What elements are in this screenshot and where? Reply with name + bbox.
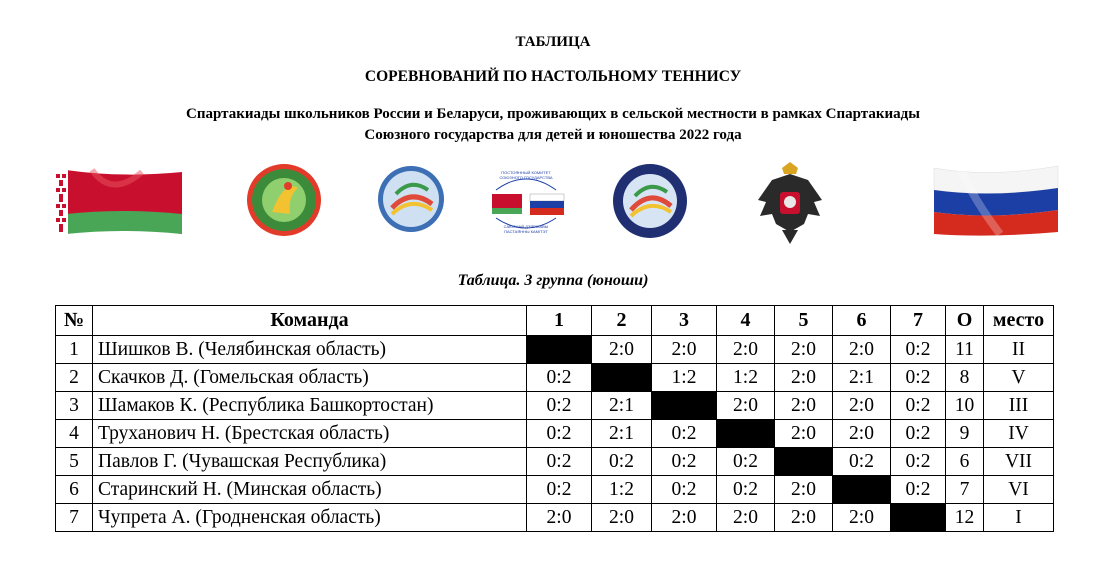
table-row xyxy=(56,476,1054,504)
self-match-blackout-cell xyxy=(775,448,833,476)
match-result-cell: 2:0 xyxy=(652,336,717,364)
row-number-cell: 2 xyxy=(56,364,93,392)
row-number-cell: 3 xyxy=(56,392,93,420)
match-result-cell: 2:0 xyxy=(775,420,833,448)
row-number-cell: 4 xyxy=(56,420,93,448)
standing-committee-logo xyxy=(482,164,570,240)
match-result-cell: 0:2 xyxy=(891,336,946,364)
match-result-cell: 0:2 xyxy=(592,448,652,476)
match-result-cell: 0:2 xyxy=(717,476,775,504)
match-result-cell: 0:2 xyxy=(891,420,946,448)
match-result-cell: 2:0 xyxy=(833,392,891,420)
match-result-cell: 0:2 xyxy=(527,364,592,392)
column-header: 7 xyxy=(891,306,946,336)
match-result-cell: 2:1 xyxy=(833,364,891,392)
row-number-cell: 1 xyxy=(56,336,93,364)
self-match-blackout-cell xyxy=(891,504,946,532)
place-cell: VII xyxy=(984,448,1054,476)
team-name-cell: Павлов Г. (Чувашская Республика) xyxy=(93,448,527,476)
belarus-flag-icon xyxy=(52,168,186,236)
place-cell: I xyxy=(984,504,1054,532)
place-cell: III xyxy=(984,392,1054,420)
column-header: № xyxy=(56,306,93,336)
table-row xyxy=(56,448,1054,476)
table-row xyxy=(56,504,1054,532)
match-result-cell: 2:0 xyxy=(717,392,775,420)
match-result-cell: 2:0 xyxy=(833,504,891,532)
table-row xyxy=(56,364,1054,392)
team-name-cell: Чупрета А. (Гродненская область) xyxy=(93,504,527,532)
match-result-cell: 2:0 xyxy=(717,504,775,532)
points-cell: 11 xyxy=(946,336,984,364)
table-row xyxy=(56,392,1054,420)
match-result-cell: 0:2 xyxy=(527,448,592,476)
results-table xyxy=(55,305,1054,532)
points-cell: 8 xyxy=(946,364,984,392)
self-match-blackout-cell xyxy=(833,476,891,504)
place-cell: II xyxy=(984,336,1054,364)
points-cell: 10 xyxy=(946,392,984,420)
table-row xyxy=(56,420,1054,448)
column-header: О xyxy=(946,306,984,336)
match-result-cell: 2:0 xyxy=(833,336,891,364)
self-match-blackout-cell xyxy=(527,336,592,364)
match-result-cell: 1:2 xyxy=(717,364,775,392)
event-description-line-2: Союзного государства для детей и юношества 2022 года xyxy=(364,127,742,143)
place-cell: V xyxy=(984,364,1054,392)
match-result-cell: 2:1 xyxy=(592,392,652,420)
row-number-cell: 5 xyxy=(56,448,93,476)
union-state-games-logo-icon xyxy=(611,162,689,240)
match-result-cell: 0:2 xyxy=(652,420,717,448)
place-cell: VI xyxy=(984,476,1054,504)
place-cell: IV xyxy=(984,420,1054,448)
match-result-cell: 0:2 xyxy=(891,448,946,476)
document-title: ТАБЛИЦА xyxy=(515,34,591,50)
event-description xyxy=(0,104,1106,146)
match-result-cell: 1:2 xyxy=(592,476,652,504)
match-result-cell: 2:0 xyxy=(833,420,891,448)
match-result-cell: 0:2 xyxy=(891,392,946,420)
match-result-cell: 2:0 xyxy=(775,476,833,504)
spartakiad-emblem-icon xyxy=(376,164,446,234)
column-header: 5 xyxy=(775,306,833,336)
match-result-cell: 2:0 xyxy=(652,504,717,532)
column-header: 2 xyxy=(592,306,652,336)
russia-flag-icon xyxy=(930,164,1062,236)
column-header: 6 xyxy=(833,306,891,336)
match-result-cell: 0:2 xyxy=(652,448,717,476)
committee-bottom-text: САЮЗНАЙ ДЗЯРЖАВЫ ПАСТАЯННЫ КАМІТЭТ xyxy=(503,224,549,234)
table-header-row xyxy=(56,306,1054,336)
match-result-cell: 2:0 xyxy=(775,392,833,420)
column-header: 3 xyxy=(652,306,717,336)
column-header: Команда xyxy=(93,306,527,336)
row-number-cell: 7 xyxy=(56,504,93,532)
points-cell: 12 xyxy=(946,504,984,532)
event-description-line-1: Спартакиады школьников России и Беларуси, проживающих в сельской местности в рамках Спартакиады xyxy=(186,106,920,122)
document-subtitle: СОРЕВНОВАНИЙ ПО НАСТОЛЬНОМУ ТЕННИСУ xyxy=(364,68,742,85)
self-match-blackout-cell xyxy=(652,392,717,420)
match-result-cell: 0:2 xyxy=(527,392,592,420)
team-name-cell: Шамаков К. (Республика Башкортостан) xyxy=(93,392,527,420)
match-result-cell: 2:0 xyxy=(527,504,592,532)
points-cell: 6 xyxy=(946,448,984,476)
table-caption: Таблица. 3 группа (юноши) xyxy=(457,272,649,289)
match-result-cell: 0:2 xyxy=(527,476,592,504)
team-name-cell: Шишков В. (Челябинская область) xyxy=(93,336,527,364)
match-result-cell: 2:0 xyxy=(592,336,652,364)
match-result-cell: 0:2 xyxy=(891,364,946,392)
match-result-cell: 2:0 xyxy=(592,504,652,532)
match-result-cell: 1:2 xyxy=(652,364,717,392)
points-cell: 7 xyxy=(946,476,984,504)
match-result-cell: 0:2 xyxy=(833,448,891,476)
sports-federation-logo-icon xyxy=(244,162,324,238)
self-match-blackout-cell xyxy=(592,364,652,392)
match-result-cell: 2:0 xyxy=(775,336,833,364)
self-match-blackout-cell xyxy=(717,420,775,448)
committee-top-text: ПОСТОЯННЫЙ КОМИТЕТ СОЮЗНОГО ГОСУДАРСТВА xyxy=(499,170,553,180)
match-result-cell: 2:1 xyxy=(592,420,652,448)
match-result-cell: 2:0 xyxy=(775,504,833,532)
points-cell: 9 xyxy=(946,420,984,448)
team-name-cell: Скачков Д. (Гомельская область) xyxy=(93,364,527,392)
match-result-cell: 0:2 xyxy=(527,420,592,448)
row-number-cell: 6 xyxy=(56,476,93,504)
column-header: 4 xyxy=(717,306,775,336)
match-result-cell: 0:2 xyxy=(652,476,717,504)
table-row xyxy=(56,336,1054,364)
column-header: место xyxy=(984,306,1054,336)
team-name-cell: Старинский Н. (Минская область) xyxy=(93,476,527,504)
column-header: 1 xyxy=(527,306,592,336)
match-result-cell: 0:2 xyxy=(717,448,775,476)
ministry-eagle-emblem-icon xyxy=(752,160,828,246)
match-result-cell: 2:0 xyxy=(775,364,833,392)
match-result-cell: 2:0 xyxy=(717,336,775,364)
team-name-cell: Труханович Н. (Брестская область) xyxy=(93,420,527,448)
match-result-cell: 0:2 xyxy=(891,476,946,504)
